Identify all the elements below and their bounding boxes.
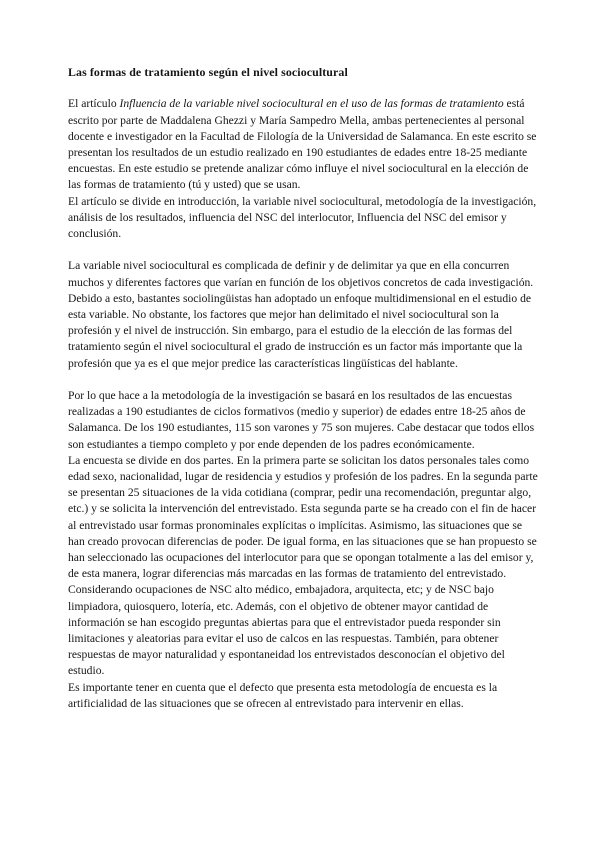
paragraph [68,194,540,243]
text-run: Es importante tener en cuenta que el defecto que presenta esta metodología de encuesta es la artificialidad de las situaciones que se ofrecen al entrevistado para intervenir en ellas. [68,680,498,710]
document-body [68,96,540,712]
paragraph [68,258,540,371]
paragraph [68,453,540,680]
paragraph [68,96,540,193]
text-block [68,96,540,242]
text-block [68,258,540,371]
text-block [68,388,540,712]
text-run: El artículo se divide en introducción, la variable nivel sociocultural, metodología de la investigación, análisis de los resultados, influencia del NSC del interlocutor, Influencia del NSC del emisor y conclusión. [68,194,537,241]
text-run: está escrito por parte de Maddalena Ghezzi y María Sampedro Mella, ambas pertenecientes al personal docente e investigador en la Facultad de Filología de la Universidad de Salamanca. En este escrito se presentan los resultados de un estudio realizado en 190 estudiantes de edades entre 18-25 mediante encuestas. En este estudio se pretende analizar cómo influye el nivel sociocultural en la elección de las formas de tratamiento (tú y usted) que se usan. [68,97,537,192]
document-title: Las formas de tratamiento según el nivel sociocultural [68,65,348,79]
paragraph [68,680,540,712]
text-run: La variable nivel sociocultural es complicada de definir y de delimitar ya que en ella concurren muchos y diferentes factores que varían en función de los objetivos concretos de cada investigación. Debido a esto, bastantes sociolingüistas han adoptado un enfoque multidimensional en el estudio de esta variable. No obstante, los factores que mejor han delimitado el nivel sociocultural son la profesión y el nivel de instrucción. Sin embargo, para el estudio de la elección de las formas del tratamiento según el nivel sociocultural el grado de instrucción es un factor más importante que la profesión que ya es el que mejor predice las características lingüísticas del hablante. [68,259,534,370]
text-run: Por lo que hace a la metodología de la investigación se basará en los resultados de las encuestas realizadas a 190 estudiantes de ciclos formativos (medio y superior) de edades entre 18-25 años de Salamanca. De los 190 estudiantes, 115 son varones y 75 son mujeres. Cabe destacar que todos ellos son estudiantes a tiempo completo y por ende dependen de los padres económicamente. [68,389,535,451]
italic-text-run: Influencia de la variable nivel sociocultural en el uso de las formas de tratamiento [119,97,504,111]
text-run: La encuesta se divide en dos partes. En la primera parte se solicitan los datos personales tales como edad sexo, nacionalidad, lugar de residencia y estudios y profesión de los padres. En la segunda parte se presentan 25 situaciones de la vida cotidiana (comprar, pedir una recomendación, preguntar algo, etc.) y se solicita la intervención del entrevistado. Esta segunda parte se ha creado con el fin de hacer al entrevistado usar formas pronominales explícitas o implícitas. Asimismo, las situaciones que se han creado provocan diferencias de poder. De igual forma, en las situaciones que se han propuesto se han seleccionado las ocupaciones del interlocutor para que se opongan totalmente a las del emisor y, de esta manera, lograr diferencias más marcadas en las formas de tratamiento del entrevistado. Considerando ocupaciones de NSC alto médico, embajadora, arquitecta, etc; y de NSC bajo limpiadora, quiosquero, lotería, etc. Además, con el objetivo de obtener mayor cantidad de información se han escogido preguntas abiertas para que el entrevistador pueda responder sin limitaciones y aleatorias para evitar el uso de calcos en las respuestas. También, para obtener respuestas de mayor naturalidad y espontaneidad los entrevistados desconocían el objetivo del estudio. [68,453,538,678]
text-run: El artículo [68,97,120,111]
paragraph [68,388,540,453]
